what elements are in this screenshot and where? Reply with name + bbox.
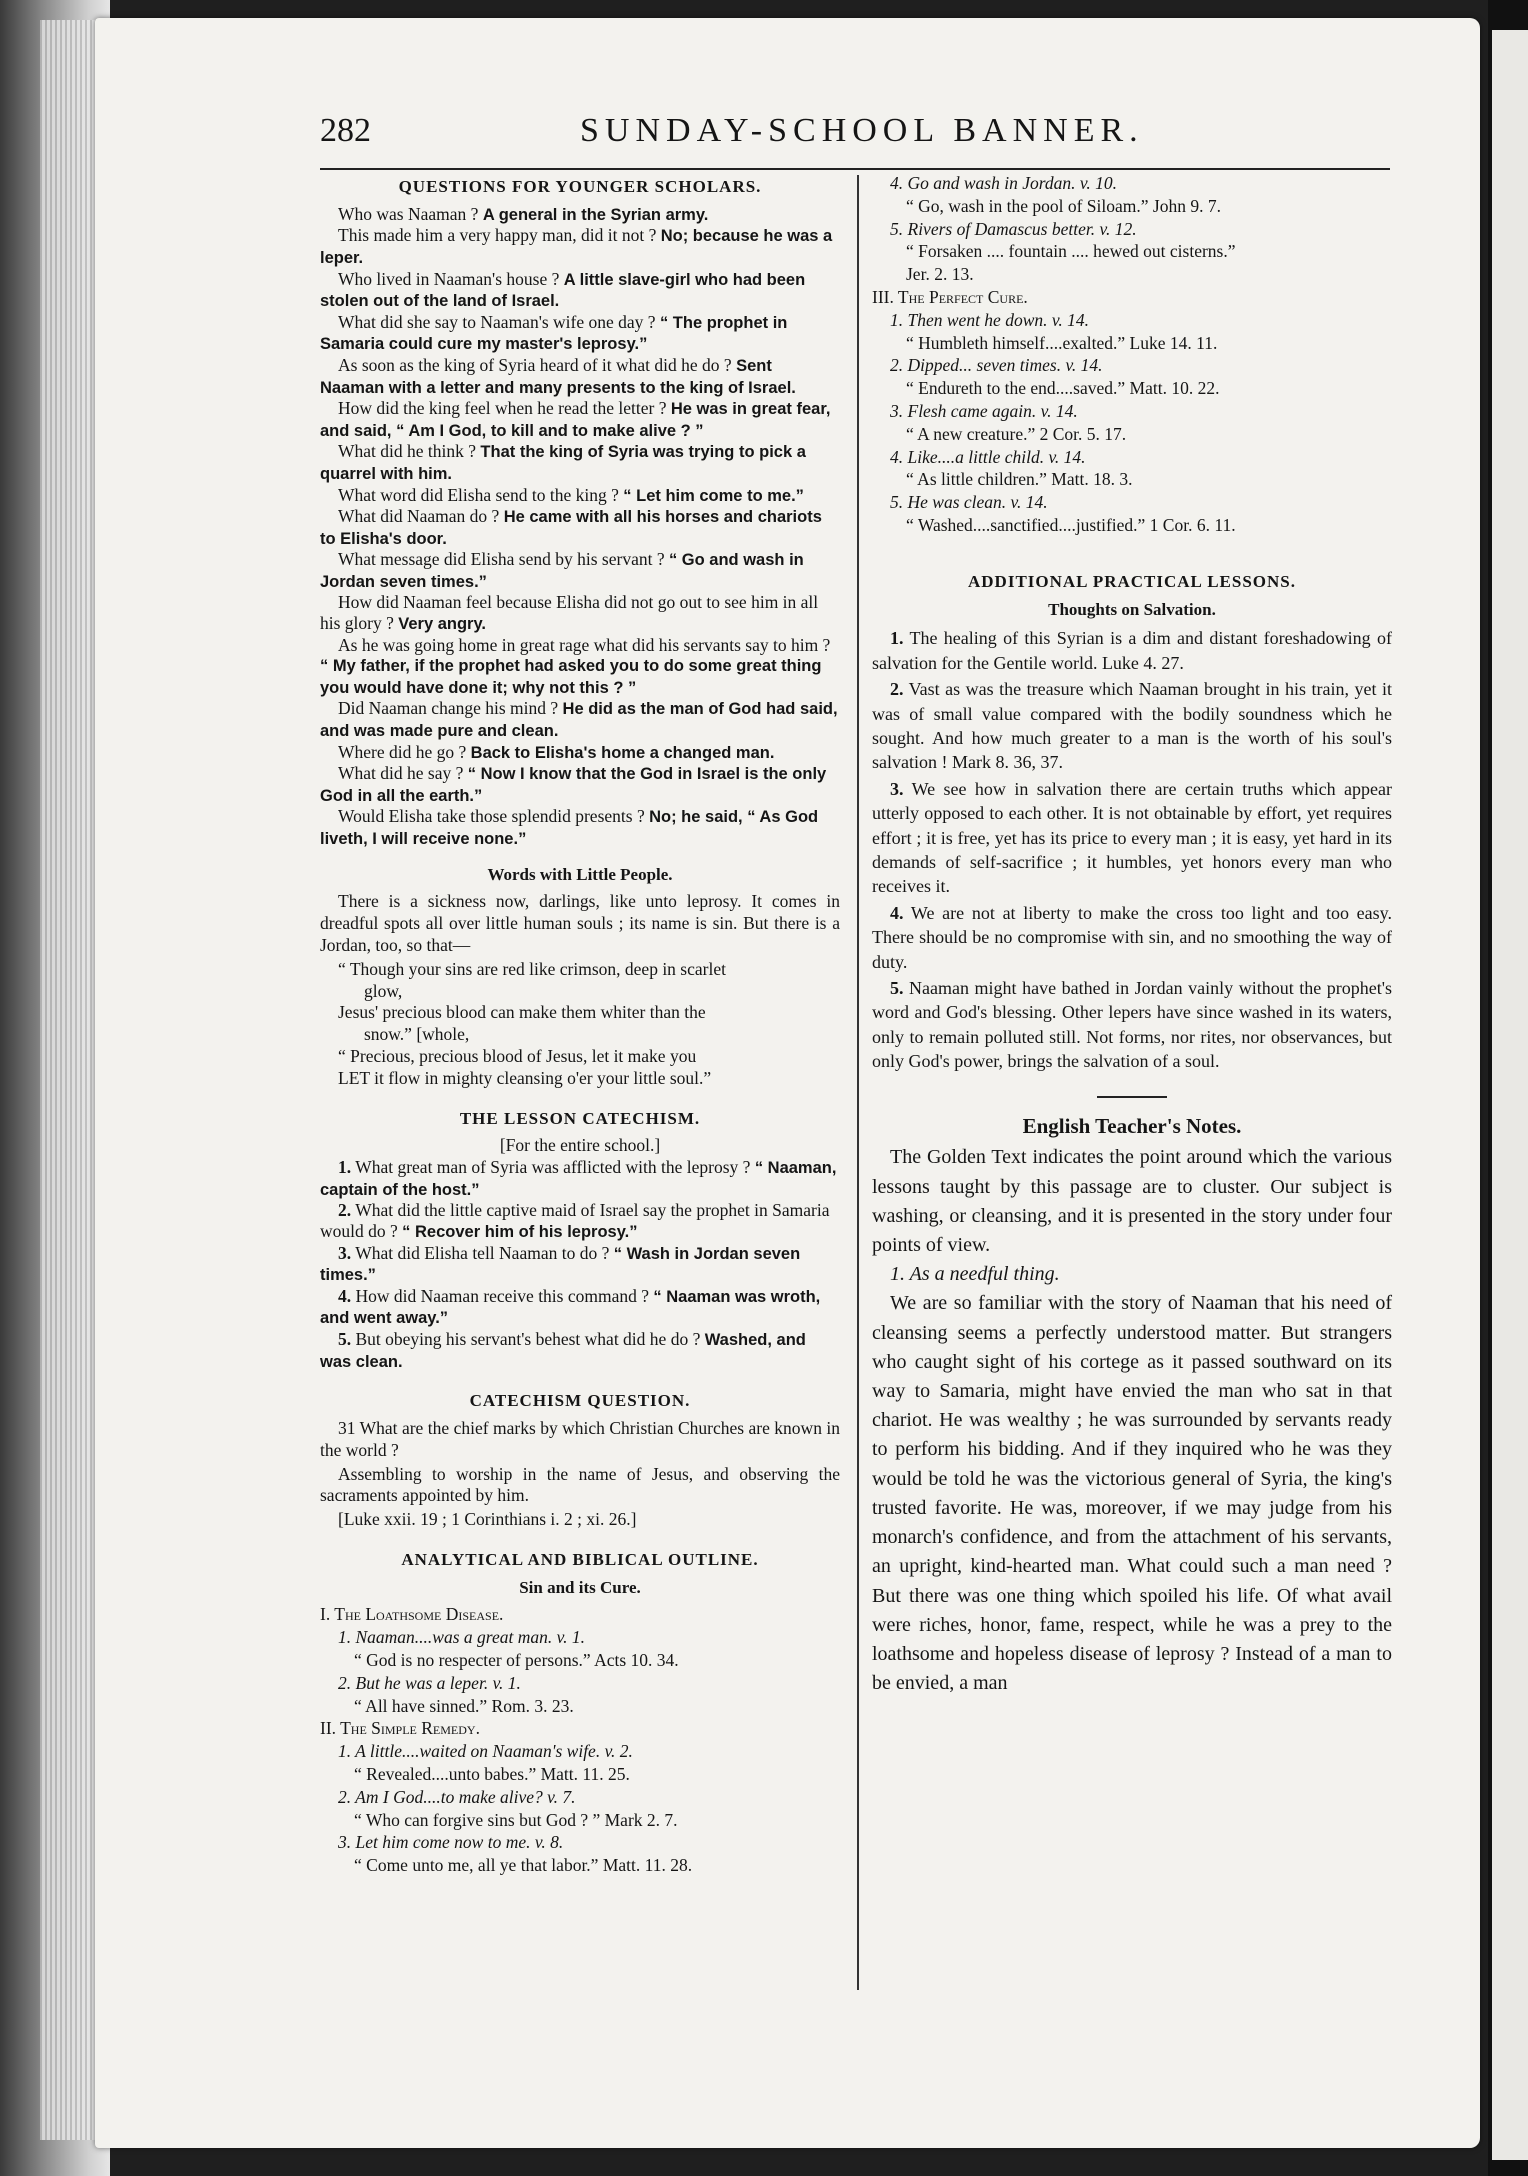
question-text: What did he think ? — [338, 441, 477, 462]
left-column — [320, 172, 840, 1878]
question-answer-item — [320, 742, 840, 764]
lesson-text: We see how in salvation there are certain truths which appear utterly opposed to each other. It is not obtainable by effort, yet requires effort ; it is free, yet has its price to every man ; it is easy, yet hard in its demands of self-sacrifice ; it humbles, yet honors every man who receives it. — [872, 778, 1392, 897]
outline-list — [320, 1604, 840, 1877]
outline-line: “ Washed....sanctified....justified.” 1 Cor. 6. 11. — [906, 514, 1236, 535]
practical-lesson — [872, 677, 1392, 775]
catechism-number: 2. — [338, 1200, 352, 1221]
lesson-number: 4. — [890, 902, 904, 923]
outline-line: “ Endureth to the end....saved.” Matt. 10. 22. — [906, 378, 1220, 399]
facing-page-sliver — [1492, 30, 1528, 2160]
catechism-reference: [Luke xxii. 19 ; 1 Corinthians i. 2 ; xi. 26.] — [338, 1509, 637, 1530]
question-text: What did he say ? — [338, 763, 464, 784]
answer-text: No; because he was a leper. — [320, 227, 833, 267]
outline-line: “ God is no respecter of persons.” Acts 10. 34. — [354, 1650, 679, 1671]
question-answer-item — [320, 763, 840, 806]
words-heading: Words with Little People. — [487, 864, 673, 884]
catechism-question-text: But obeying his servant's behest what did he do ? — [355, 1328, 701, 1349]
answer-text: No; he said, “ As God liveth, I will receive none.” — [320, 808, 819, 849]
lesson-number: 2. — [890, 679, 904, 700]
catechism-question: 31 What are the chief marks by which Christian Churches are known in the world ? — [320, 1417, 840, 1460]
verse-line: snow.” [whole, — [364, 1024, 470, 1045]
catechism-question-heading: CATECHISM QUESTION. — [469, 1391, 691, 1411]
question-answer-item — [320, 549, 840, 592]
question-text: As he was going home in great rage what did his servants say to him ? — [338, 634, 831, 655]
header-rule — [320, 168, 1390, 170]
catechism-question-text: What great man of Syria was afflicted with the leprosy ? — [355, 1157, 751, 1178]
outline-line: 2. Am I God....to make alive? v. 7. — [338, 1786, 576, 1807]
question-answer-item — [320, 506, 840, 549]
catechism-list — [320, 1157, 840, 1372]
catechism-answer-text: Washed, and was clean. — [320, 1330, 806, 1371]
question-text: How did Naaman feel because Elisha did not go out to see him in all his glory ? — [320, 592, 819, 634]
right-column — [872, 172, 1392, 1698]
question-text: Where did he go ? — [338, 741, 467, 762]
question-answer-item — [320, 485, 840, 507]
outline-line: “ Come unto me, all ye that labor.” Matt. 11. 28. — [354, 1855, 693, 1876]
answer-text: “ Let him come to me.” — [623, 486, 804, 505]
question-answer-item — [320, 398, 840, 441]
outline-line: 3. Flesh came again. v. 14. — [890, 400, 1078, 421]
catechism-question-text: How did Naaman receive this command ? — [355, 1285, 650, 1306]
outline-line: I. The Loathsome Disease. — [320, 1604, 504, 1625]
page-header — [320, 112, 1180, 162]
outline-line: 1. Then went he down. v. 14. — [890, 309, 1089, 330]
outline-line: II. The Simple Remedy. — [320, 1718, 480, 1739]
question-text: What did Naaman do ? — [338, 506, 500, 527]
outline-line: “ All have sinned.” Rom. 3. 23. — [354, 1695, 574, 1716]
answer-text: “ Now I know that the God in Israel is the only God in all the earth.” — [320, 765, 827, 805]
question-answer-item — [320, 204, 840, 226]
running-title: SUNDAY-SCHOOL BANNER. — [580, 112, 1144, 149]
outline-line: “ Go, wash in the pool of Siloam.” John 9. 7. — [906, 195, 1221, 216]
lesson-text: Vast as was the treasure which Naaman brought in his train, yet it was of small value compared with the bodily soundness which he sought. And how much greater to a man is the worth of his soul's salvation ! Mark 8. 36, 37. — [872, 679, 1392, 773]
answer-text: He did as the man of God had said, and was made pure and clean. — [320, 700, 838, 741]
outline-line: 5. He was clean. v. 14. — [890, 492, 1048, 513]
outline-line: 3. Let him come now to me. v. 8. — [338, 1832, 564, 1853]
practical-lessons-heading: ADDITIONAL PRACTICAL LESSONS. — [968, 571, 1296, 591]
questions-heading: QUESTIONS FOR YOUNGER SCHOLARS. — [398, 177, 762, 196]
catechism-item — [320, 1329, 840, 1372]
practical-lesson — [872, 777, 1392, 899]
question-text: How did the king feel when he read the letter ? — [338, 398, 667, 419]
practical-lesson — [872, 626, 1392, 675]
catechism-answer-text: “ Wash in Jordan seven times.” — [320, 1244, 801, 1285]
outline-line: “ Revealed....unto babes.” Matt. 11. 25. — [354, 1764, 630, 1785]
catechism-question-text: What did Elisha tell Naaman to do ? — [355, 1242, 610, 1263]
catechism-note: [For the entire school.] — [499, 1135, 661, 1156]
question-text: What did she say to Naaman's wife one day ? — [338, 311, 656, 332]
verse-line: “ Precious, precious blood of Jesus, let it make you — [338, 1045, 697, 1066]
answer-text: “ The prophet in Samaria could cure my master's leprosy.” — [320, 313, 788, 354]
outline-line: “ Who can forgive sins but God ? ” Mark 2. 7. — [354, 1809, 678, 1830]
outline-line: III. The Perfect Cure. — [872, 286, 1028, 307]
outline-line: 2. But he was a leper. v. 1. — [338, 1672, 521, 1693]
question-answer-item — [320, 806, 840, 849]
english-notes-heading: English Teacher's Notes. — [1022, 1113, 1242, 1138]
lesson-text: The healing of this Syrian is a dim and distant foreshadowing of salvation for the Gentile world. Luke 4. 27. — [872, 628, 1392, 673]
lesson-number: 3. — [890, 778, 904, 799]
outline-line: Jer. 2. 13. — [906, 264, 974, 285]
question-text: What word did Elisha send to the king ? — [338, 484, 619, 505]
catechism-item — [320, 1157, 840, 1200]
question-answer-item — [320, 269, 840, 312]
page-number: 282 — [320, 112, 371, 149]
practical-lessons-subheading: Thoughts on Salvation. — [1048, 599, 1216, 619]
outline-line: 1. Naaman....was a great man. v. 1. — [338, 1627, 585, 1648]
answer-text: Very angry. — [398, 615, 487, 634]
outline-heading: ANALYTICAL AND BIBLICAL OUTLINE. — [401, 1549, 759, 1569]
catechism-heading: THE LESSON CATECHISM. — [459, 1108, 701, 1128]
lesson-number: 5. — [890, 978, 904, 999]
question-text: Would Elisha take those splendid presents ? — [338, 806, 645, 827]
verse-line: Jesus' precious blood can make them whiter than the — [338, 1002, 706, 1023]
outline-line: 4. Go and wash in Jordan. v. 10. — [890, 173, 1118, 193]
answer-text: That the king of Syria was trying to pick a quarrel with him. — [320, 443, 806, 483]
hymn-verse — [320, 959, 840, 1090]
english-notes-paragraph-1: The Golden Text indicates the point around which the various lessons taught by this passage are to cluster. Our subject is washing, or cleansing, and it is presented in the story under four points of view. — [872, 1146, 1392, 1257]
question-text: This made him a very happy man, did it not ? — [338, 225, 657, 246]
outline-line: “ A new creature.” 2 Cor. 5. 17. — [906, 423, 1127, 444]
english-notes-paragraph-2: We are so familiar with the story of Naaman that his need of cleansing seems a perfectly understood matter. But strangers who caught sight of his cortege as it passed southward on its way to Samaria, might have envied the man who sat in that chariot. He was wealthy ; he was surrounded by servants ready to perform his bidding. And if they inquired who he was they would be told he was the victorious general of Syria, the king's trusted favorite. He was, moreover, if we may judge from his monarch's confidence, and from the attachment of his servants, an upright, kind-hearted man. What could such a man need ? But there was one thing which spoiled his life. Of what avail were riches, honor, fame, respect, while he was a prey to the loathsome and hopeless disease of leprosy ? Instead of a man to be envied, a man — [872, 1292, 1392, 1695]
verse-line: glow, — [364, 980, 403, 1001]
outline-line: “ Forsaken .... fountain .... hewed out cisterns.” — [906, 241, 1236, 262]
lesson-text: Naaman might have bathed in Jordan vainly without the prophet's word and God's blessing. Other lepers have since washed in its waters, only to remain polluted still. Not forms, nor rites, nor observances, but only God's power, brings the salvation of a soul. — [872, 978, 1393, 1072]
answer-text: “ My father, if the prophet had asked you to do some great thing you would have done it; why not this ? ” — [320, 657, 822, 697]
outline-line: “ As little children.” Matt. 18. 3. — [906, 469, 1133, 490]
question-answer-item — [320, 635, 840, 699]
catechism-item — [320, 1286, 840, 1329]
outline-subheading: Sin and its Cure. — [519, 1577, 641, 1597]
catechism-number: 5. — [338, 1328, 352, 1349]
column-rule — [857, 175, 859, 1990]
practical-lesson — [872, 976, 1392, 1074]
answer-text: A general in the Syrian army. — [482, 205, 709, 224]
outline-line: 2. Dipped... seven times. v. 14. — [890, 355, 1103, 376]
verse-line: “ Though your sins are red like crimson, deep in scarlet — [338, 958, 726, 979]
questions-list — [320, 204, 840, 850]
question-text: What message did Elisha send by his servant ? — [338, 549, 665, 570]
answer-text: A little slave-girl who had been stolen out of the land of Israel. — [320, 270, 806, 311]
answer-text: Sent Naaman with a letter and many presents to the king of Israel. — [320, 356, 796, 397]
question-answer-item — [320, 592, 840, 634]
catechism-question-text: What did the little captive maid of Israel say the prophet in Samaria would do ? — [320, 1200, 830, 1241]
outline-line: “ Humbleth himself....exalted.” Luke 14. 11. — [906, 332, 1218, 353]
practical-lessons-list — [872, 626, 1392, 1073]
catechism-answer-text: “ Naaman was wroth, and went away.” — [320, 1287, 821, 1328]
catechism-number: 3. — [338, 1242, 352, 1263]
section-divider — [1097, 1096, 1167, 1098]
lesson-number: 1. — [890, 628, 904, 649]
outline-line: 4. Like....a little child. v. 14. — [890, 446, 1086, 467]
catechism-answer-text: “ Recover him of his leprosy.” — [402, 1222, 638, 1241]
catechism-answer: Assembling to worship in the name of Jesus, and observing the sacraments appointed by him. — [320, 1463, 840, 1506]
outline-line: 5. Rivers of Damascus better. v. 12. — [890, 218, 1137, 239]
question-answer-item — [320, 355, 840, 398]
question-answer-item — [320, 441, 840, 484]
question-text: Who lived in Naaman's house ? — [338, 268, 560, 289]
question-text: Who was Naaman ? — [338, 203, 479, 224]
catechism-answer-text: “ Naaman, captain of the host.” — [320, 1159, 837, 1199]
answer-text: Back to Elisha's home a changed man. — [470, 743, 775, 762]
verse-line: LET it flow in mighty cleansing o'er your little soul.” — [338, 1067, 712, 1088]
answer-text: He was in great fear, and said, “ Am I God, to kill and to make alive ? ” — [320, 400, 831, 440]
practical-lesson — [872, 901, 1392, 974]
question-text: As soon as the king of Syria heard of it what did he do ? — [338, 354, 732, 375]
answer-text: “ Go and wash in Jordan seven times.” — [320, 551, 804, 591]
outline-list-continued — [872, 173, 1392, 537]
catechism-item — [320, 1200, 840, 1242]
question-answer-item — [320, 312, 840, 355]
words-paragraph: There is a sickness now, darlings, like unto leprosy. It comes in dreadful spots all over little human souls ; its name is sin. But there is a Jordan, too, so that— — [320, 891, 840, 955]
outline-line: 1. A little....waited on Naaman's wife. v. 2. — [338, 1741, 633, 1762]
question-text: Did Naaman change his mind ? — [338, 698, 559, 719]
catechism-item — [320, 1243, 840, 1286]
answer-text: He came with all his horses and chariots to Elisha's door. — [320, 508, 822, 548]
catechism-number: 4. — [338, 1285, 352, 1306]
catechism-number: 1. — [338, 1157, 352, 1178]
lesson-text: We are not at liberty to make the cross too light and too easy. There should be no compromise with sin, and no smoothing the way of duty. — [872, 902, 1392, 972]
english-notes-point-1: 1. As a needful thing. — [890, 1263, 1060, 1286]
question-answer-item — [320, 225, 840, 268]
question-answer-item — [320, 698, 840, 741]
